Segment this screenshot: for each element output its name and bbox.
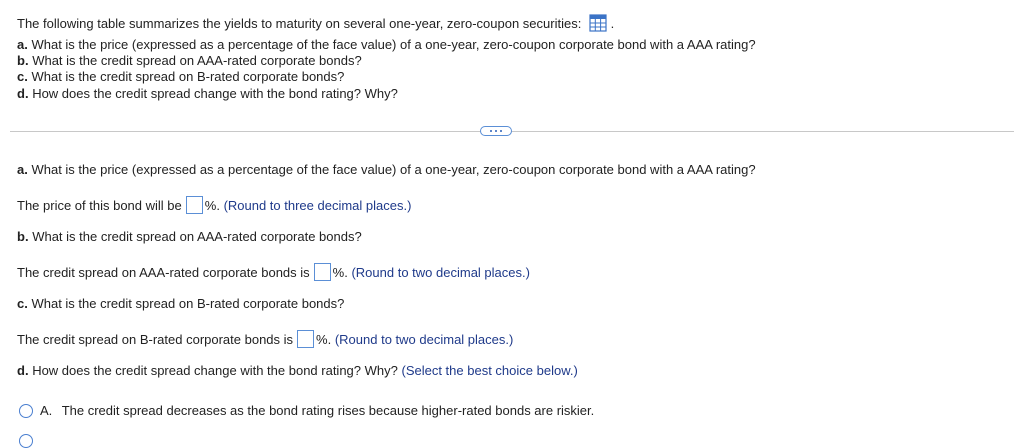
choice-b-radio[interactable] xyxy=(19,434,33,448)
part-question-text: What is the credit spread on B-rated corporate bonds? xyxy=(31,296,345,311)
table-grid-icon[interactable] xyxy=(589,14,607,32)
question-item-d xyxy=(17,86,398,101)
question-letter: a. xyxy=(17,37,28,52)
answer-prefix: The credit spread on B-rated corporate bonds is xyxy=(17,332,294,347)
question-item-b xyxy=(17,53,362,68)
part-b-question xyxy=(17,229,362,244)
part-d-question xyxy=(17,363,578,378)
part-question-text: What is the price (expressed as a percentage of the face value) of a one-year, zero-coupon corporate bond with a AAA rating? xyxy=(31,162,756,177)
part-question-text: How does the credit spread change with the bond rating? Why? xyxy=(32,363,398,378)
part-letter: c. xyxy=(17,296,28,311)
part-a-answer-line xyxy=(17,196,411,214)
part-c-answer-line xyxy=(17,330,513,348)
answer-prefix: The price of this bond will be xyxy=(17,198,182,213)
question-text: How does the credit spread change with the bond rating? Why? xyxy=(32,86,398,101)
price-answer-input[interactable] xyxy=(186,196,203,214)
answer-prefix: The credit spread on AAA-rated corporate bonds is xyxy=(17,265,310,280)
b-spread-answer-input[interactable] xyxy=(297,330,314,348)
part-letter: b. xyxy=(17,229,29,244)
choice-text: The credit spread decreases as the bond rating rises because higher-rated bonds are riskier. xyxy=(61,403,595,418)
selection-hint: (Select the best choice below.) xyxy=(401,363,578,378)
answer-unit: %. xyxy=(316,332,332,347)
intro-trailing: . xyxy=(610,16,615,31)
rounding-hint: (Round to two decimal places.) xyxy=(334,332,514,347)
question-letter: b. xyxy=(17,53,29,68)
intro-text: The following table summarizes the yields to maturity on several one-year, zero-coupon securities: xyxy=(17,16,582,31)
part-b-answer-line xyxy=(17,263,530,281)
answer-unit: %. xyxy=(204,198,220,213)
part-letter: a. xyxy=(17,162,28,177)
part-letter: d. xyxy=(17,363,29,378)
part-question-text: What is the credit spread on AAA-rated corporate bonds? xyxy=(32,229,362,244)
choice-a[interactable] xyxy=(40,403,594,418)
intro-line xyxy=(17,14,614,32)
aaa-spread-answer-input[interactable] xyxy=(314,263,331,281)
choice-a-radio[interactable] xyxy=(19,404,33,418)
choice-letter: A. xyxy=(40,403,53,418)
question-text: What is the credit spread on B-rated corporate bonds? xyxy=(31,69,345,84)
ellipsis-icon[interactable] xyxy=(480,126,512,136)
part-a-question xyxy=(17,162,756,177)
part-c-question xyxy=(17,296,344,311)
answer-unit: %. xyxy=(332,265,348,280)
question-item-a xyxy=(17,37,756,52)
rounding-hint: (Round to three decimal places.) xyxy=(223,198,412,213)
question-text: What is the price (expressed as a percentage of the face value) of a one-year, zero-coupon corporate bond with a AAA rating? xyxy=(31,37,756,52)
rounding-hint: (Round to two decimal places.) xyxy=(351,265,530,280)
question-item-c xyxy=(17,69,344,84)
question-text: What is the credit spread on AAA-rated corporate bonds? xyxy=(32,53,362,68)
question-letter: c. xyxy=(17,69,28,84)
section-divider xyxy=(10,131,1014,132)
question-letter: d. xyxy=(17,86,29,101)
